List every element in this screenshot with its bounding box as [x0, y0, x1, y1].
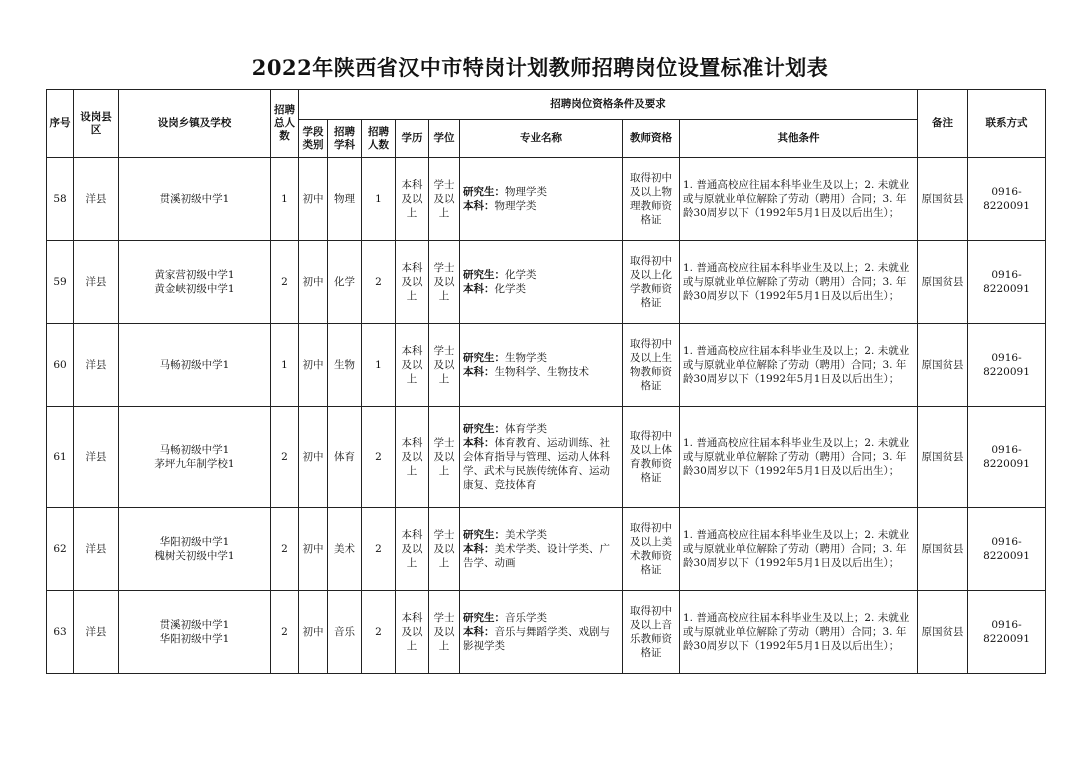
- seq-cell: 59: [47, 241, 74, 324]
- grad-label: 研究生：: [463, 423, 505, 435]
- seq-cell: 58: [47, 158, 74, 241]
- grad-major: 美术学类: [505, 529, 547, 541]
- school-name-2: 黄金峡初级中学1: [154, 283, 235, 295]
- school-name-1: 贯溪初级中学1: [159, 619, 230, 631]
- subject-cell: 生物: [328, 324, 362, 407]
- ug-label: 本科：: [463, 543, 495, 555]
- degree-cell: 学士及以上: [429, 158, 460, 241]
- ug-major: 音乐与舞蹈学类、戏剧与影视学类: [463, 626, 610, 652]
- count-cell: 2: [362, 241, 396, 324]
- county-cell: 洋县: [74, 324, 119, 407]
- header-school: 设岗乡镇及学校: [119, 90, 271, 158]
- contact-cell: [968, 241, 1046, 324]
- education-cell: 本科及以上: [396, 508, 429, 591]
- count-cell: 2: [362, 508, 396, 591]
- degree-cell: 学士及以上: [429, 407, 460, 508]
- qualification-cell: 取得初中及以上化学教师资格证: [623, 241, 680, 324]
- remark-cell: 原国贫县: [918, 591, 968, 674]
- stage-cell: 初中: [299, 591, 328, 674]
- grad-major: 音乐学类: [505, 612, 547, 624]
- header-other: 其他条件: [680, 120, 918, 158]
- contact-number: 8220091: [983, 366, 1030, 378]
- total-cell: 2: [271, 591, 299, 674]
- county-cell: 洋县: [74, 241, 119, 324]
- grad-major: 体育学类: [505, 423, 547, 435]
- degree-cell: 学士及以上: [429, 241, 460, 324]
- header-total: 招聘总人数: [271, 90, 299, 158]
- other-conditions-cell: 1. 普通高校应往届本科毕业生及以上；2. 未就业或与原就业单位解除了劳动（聘用）合同；3. 年龄30周岁以下（1992年5月1日及以后出生）；: [680, 324, 918, 407]
- contact-number: 8220091: [983, 550, 1030, 562]
- contact-area-code: 0916-: [991, 186, 1022, 198]
- stage-cell: 初中: [299, 508, 328, 591]
- other-conditions-cell: 1. 普通高校应往届本科毕业生及以上；2. 未就业或与原就业单位解除了劳动（聘用）合同；3. 年龄30周岁以下（1992年5月1日及以后出生）；: [680, 158, 918, 241]
- header-count: 招聘人数: [362, 120, 396, 158]
- header-row-1: [47, 90, 1046, 120]
- school-name-1: 黄家营初级中学1: [154, 269, 235, 281]
- grad-major-line: [463, 528, 619, 542]
- table-row: [47, 508, 1046, 591]
- school-name-1: 马畅初级中学1: [159, 359, 230, 371]
- contact-cell: [968, 407, 1046, 508]
- other-conditions-cell: 1. 普通高校应往届本科毕业生及以上；2. 未就业或与原就业单位解除了劳动（聘用）合同；3. 年龄30周岁以下（1992年5月1日及以后出生）；: [680, 591, 918, 674]
- header-degree: 学位: [429, 120, 460, 158]
- ug-major-line: [463, 365, 619, 379]
- total-cell: 1: [271, 324, 299, 407]
- header-requirements: 招聘岗位资格条件及要求: [299, 90, 918, 120]
- major-cell: [460, 324, 623, 407]
- other-conditions-cell: 1. 普通高校应往届本科毕业生及以上；2. 未就业或与原就业单位解除了劳动（聘用）合同；3. 年龄30周岁以下（1992年5月1日及以后出生）；: [680, 407, 918, 508]
- ug-major-line: [463, 625, 619, 653]
- school-cell: [119, 591, 271, 674]
- stage-cell: 初中: [299, 241, 328, 324]
- total-cell: 2: [271, 508, 299, 591]
- contact-area-code: 0916-: [991, 444, 1022, 456]
- education-cell: 本科及以上: [396, 324, 429, 407]
- school-name-1: 马畅初级中学1: [159, 444, 230, 456]
- qualification-cell: 取得初中及以上物理教师资格证: [623, 158, 680, 241]
- education-cell: 本科及以上: [396, 158, 429, 241]
- ug-label: 本科：: [463, 366, 495, 378]
- major-cell: [460, 241, 623, 324]
- ug-label: 本科：: [463, 437, 495, 449]
- stage-cell: 初中: [299, 324, 328, 407]
- education-cell: 本科及以上: [396, 241, 429, 324]
- major-cell: [460, 407, 623, 508]
- header-subject: 招聘学科: [328, 120, 362, 158]
- grad-major-line: [463, 268, 619, 282]
- header-seq: 序号: [47, 90, 74, 158]
- header-qualification: 教师资格: [623, 120, 680, 158]
- ug-major-line: [463, 282, 619, 296]
- ug-major: 化学类: [494, 283, 526, 295]
- grad-label: 研究生：: [463, 612, 505, 624]
- county-cell: 洋县: [74, 591, 119, 674]
- total-cell: 2: [271, 241, 299, 324]
- seq-cell: 60: [47, 324, 74, 407]
- seq-cell: 63: [47, 591, 74, 674]
- grad-major-line: [463, 611, 619, 625]
- ug-label: 本科：: [463, 626, 495, 638]
- qualification-cell: 取得初中及以上美术教师资格证: [623, 508, 680, 591]
- contact-number: 8220091: [983, 283, 1030, 295]
- header-stage: 学段类别: [299, 120, 328, 158]
- school-name-2: 茅坪九年制学校1: [154, 458, 235, 470]
- county-cell: 洋县: [74, 407, 119, 508]
- contact-cell: [968, 508, 1046, 591]
- stage-cell: 初中: [299, 158, 328, 241]
- subject-cell: 物理: [328, 158, 362, 241]
- grad-major: 物理学类: [505, 186, 547, 198]
- header-county: 设岗县区: [74, 90, 119, 158]
- contact-number: 8220091: [983, 200, 1030, 212]
- total-cell: 1: [271, 158, 299, 241]
- header-remark: 备注: [918, 90, 968, 158]
- remark-cell: 原国贫县: [918, 241, 968, 324]
- grad-label: 研究生：: [463, 269, 505, 281]
- remark-cell: 原国贫县: [918, 407, 968, 508]
- contact-area-code: 0916-: [991, 536, 1022, 548]
- school-name-2: 华阳初级中学1: [159, 633, 230, 645]
- school-cell: [119, 407, 271, 508]
- major-cell: [460, 591, 623, 674]
- remark-cell: 原国贫县: [918, 324, 968, 407]
- total-cell: 2: [271, 407, 299, 508]
- table-row: [47, 407, 1046, 508]
- stage-cell: 初中: [299, 407, 328, 508]
- count-cell: 2: [362, 407, 396, 508]
- grad-label: 研究生：: [463, 352, 505, 364]
- ug-major-line: [463, 199, 619, 213]
- education-cell: 本科及以上: [396, 591, 429, 674]
- contact-number: 8220091: [983, 633, 1030, 645]
- major-cell: [460, 158, 623, 241]
- ug-major-line: [463, 542, 619, 570]
- subject-cell: 音乐: [328, 591, 362, 674]
- school-cell: [119, 158, 271, 241]
- grad-label: 研究生：: [463, 529, 505, 541]
- contact-cell: [968, 591, 1046, 674]
- table-row: [47, 158, 1046, 241]
- contact-cell: [968, 158, 1046, 241]
- header-contact: 联系方式: [968, 90, 1046, 158]
- table-row: [47, 324, 1046, 407]
- school-name-2: 槐树关初级中学1: [154, 550, 235, 562]
- remark-cell: 原国贫县: [918, 158, 968, 241]
- remark-cell: 原国贫县: [918, 508, 968, 591]
- grad-major-line: [463, 185, 619, 199]
- seq-cell: 61: [47, 407, 74, 508]
- grad-major-line: [463, 351, 619, 365]
- school-name-1: 贯溪初级中学1: [159, 193, 230, 205]
- subject-cell: 化学: [328, 241, 362, 324]
- qualification-cell: 取得初中及以上体育教师资格证: [623, 407, 680, 508]
- county-cell: 洋县: [74, 158, 119, 241]
- school-cell: [119, 324, 271, 407]
- table-row: [47, 591, 1046, 674]
- contact-area-code: 0916-: [991, 619, 1022, 631]
- major-cell: [460, 508, 623, 591]
- contact-cell: [968, 324, 1046, 407]
- grad-major: 化学类: [505, 269, 537, 281]
- grad-major: 生物学类: [505, 352, 547, 364]
- degree-cell: 学士及以上: [429, 324, 460, 407]
- school-cell: [119, 508, 271, 591]
- education-cell: 本科及以上: [396, 407, 429, 508]
- county-cell: 洋县: [74, 508, 119, 591]
- degree-cell: 学士及以上: [429, 591, 460, 674]
- ug-major-line: [463, 436, 619, 492]
- contact-area-code: 0916-: [991, 269, 1022, 281]
- count-cell: 1: [362, 324, 396, 407]
- header-major: 专业名称: [460, 120, 623, 158]
- table-row: [47, 241, 1046, 324]
- other-conditions-cell: 1. 普通高校应往届本科毕业生及以上；2. 未就业或与原就业单位解除了劳动（聘用）合同；3. 年龄30周岁以下（1992年5月1日及以后出生）；: [680, 241, 918, 324]
- school-name-1: 华阳初级中学1: [159, 536, 230, 548]
- qualification-cell: 取得初中及以上生物教师资格证: [623, 324, 680, 407]
- ug-major: 体育教育、运动训练、社会体育指导与管理、运动人体科学、武术与民族传统体育、运动康复、竞技体育: [463, 437, 610, 491]
- subject-cell: 美术: [328, 508, 362, 591]
- ug-major: 生物科学、生物技术: [494, 366, 589, 378]
- recruitment-table: [46, 89, 1046, 674]
- subject-cell: 体育: [328, 407, 362, 508]
- ug-major: 物理学类: [494, 200, 537, 212]
- ug-label: 本科：: [463, 283, 495, 295]
- school-cell: [119, 241, 271, 324]
- page-title: 2022年陕西省汉中市特岗计划教师招聘岗位设置标准计划表: [251, 55, 829, 80]
- grad-label: 研究生：: [463, 186, 505, 198]
- contact-area-code: 0916-: [991, 352, 1022, 364]
- other-conditions-cell: 1. 普通高校应往届本科毕业生及以上；2. 未就业或与原就业单位解除了劳动（聘用）合同；3. 年龄30周岁以下（1992年5月1日及以后出生）；: [680, 508, 918, 591]
- count-cell: 1: [362, 158, 396, 241]
- header-education: 学历: [396, 120, 429, 158]
- count-cell: 2: [362, 591, 396, 674]
- grad-major-line: [463, 422, 619, 436]
- ug-label: 本科：: [463, 200, 495, 212]
- contact-number: 8220091: [983, 458, 1030, 470]
- ug-major: 美术学类、设计学类、广告学、动画: [463, 543, 610, 569]
- degree-cell: 学士及以上: [429, 508, 460, 591]
- seq-cell: 62: [47, 508, 74, 591]
- qualification-cell: 取得初中及以上音乐教师资格证: [623, 591, 680, 674]
